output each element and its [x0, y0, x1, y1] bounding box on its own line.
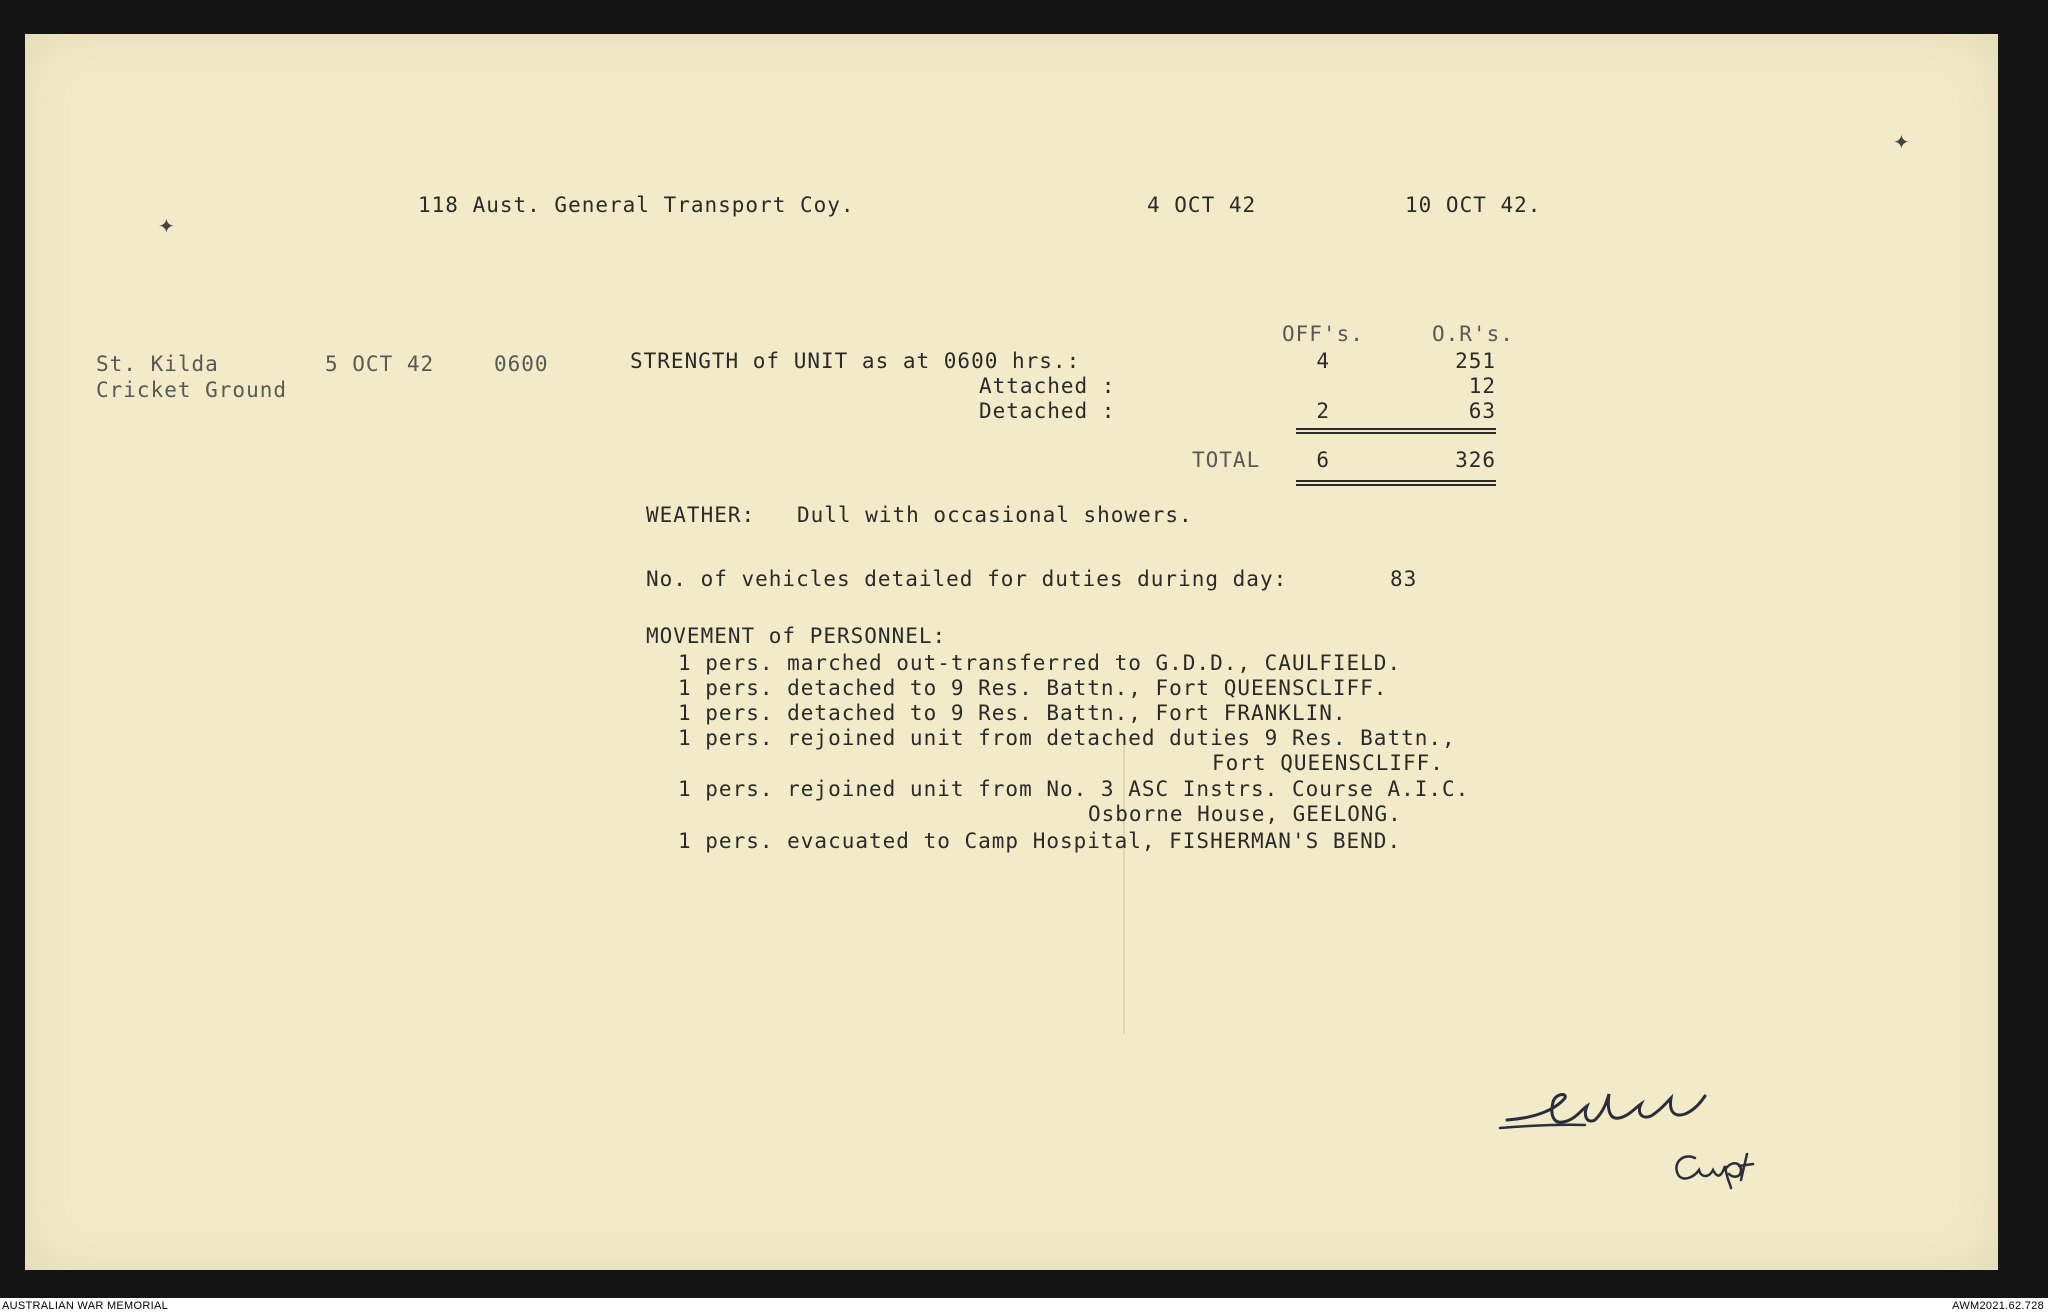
detached-row-other-ranks: 63 [1468, 399, 1496, 423]
total-label: TOTAL [1192, 448, 1261, 472]
entry-time: 0600 [494, 352, 549, 376]
detached-row-label: Detached : [979, 399, 1116, 423]
subtotal-rule [1296, 432, 1496, 434]
unit-name: 118 Aust. General Transport Coy. [418, 193, 855, 217]
total-rule [1296, 484, 1496, 486]
attached-row-other-ranks: 12 [1468, 374, 1496, 398]
movement-line: 1 pers. evacuated to Camp Hospital, FISHERMAN'S BEND. [678, 829, 1402, 853]
col-header-other-ranks: O.R's. [1432, 322, 1514, 346]
total-other-ranks: 326 [1455, 448, 1496, 472]
movement-line-continuation: Osborne House, GEELONG. [1088, 802, 1402, 826]
movement-line-continuation: Fort QUEENSCLIFF. [1212, 751, 1444, 775]
total-rule [1296, 480, 1496, 482]
handwritten-signature [1495, 1080, 1815, 1200]
vehicles-count: 83 [1390, 567, 1418, 591]
strength-row-officers: 4 [1316, 349, 1330, 373]
weather-label: WEATHER: [646, 503, 756, 527]
pin-hole-mark: ✦ [1893, 130, 1910, 154]
entry-date: 5 OCT 42 [325, 352, 435, 376]
movement-line: 1 pers. detached to 9 Res. Battn., Fort FRANKLIN. [678, 701, 1347, 725]
movement-heading: MOVEMENT of PERSONNEL: [646, 624, 947, 648]
col-header-officers: OFF's. [1282, 322, 1364, 346]
movement-line: 1 pers. rejoined unit from detached duties 9 Res. Battn., [678, 726, 1456, 750]
place-line-1: St. Kilda [96, 352, 219, 376]
movement-line: 1 pers. detached to 9 Res. Battn., Fort QUEENSCLIFF. [678, 676, 1388, 700]
weather-text: Dull with occasional showers. [797, 503, 1193, 527]
date-from: 4 OCT 42 [1147, 193, 1257, 217]
attached-row-label: Attached : [979, 374, 1116, 398]
vehicles-text: No. of vehicles detailed for duties during day: [646, 567, 1288, 591]
footer-accession-number: AWM2021.62.728 [1952, 1300, 2044, 1312]
strength-row-other-ranks: 251 [1455, 349, 1496, 373]
detached-row-officers: 2 [1316, 399, 1330, 423]
subtotal-rule [1296, 428, 1496, 430]
place-line-2: Cricket Ground [96, 378, 288, 402]
pin-hole-mark: ✦ [158, 214, 175, 238]
movement-line: 1 pers. rejoined unit from No. 3 ASC Instrs. Course A.I.C. [678, 777, 1470, 801]
date-to: 10 OCT 42. [1405, 193, 1542, 217]
footer-archive-name: AUSTRALIAN WAR MEMORIAL [2, 1300, 169, 1312]
movement-line: 1 pers. marched out-transferred to G.D.D., CAULFIELD. [678, 651, 1402, 675]
strength-row-label: STRENGTH of UNIT as at 0600 hrs.: [630, 349, 1081, 373]
total-officers: 6 [1316, 448, 1330, 472]
